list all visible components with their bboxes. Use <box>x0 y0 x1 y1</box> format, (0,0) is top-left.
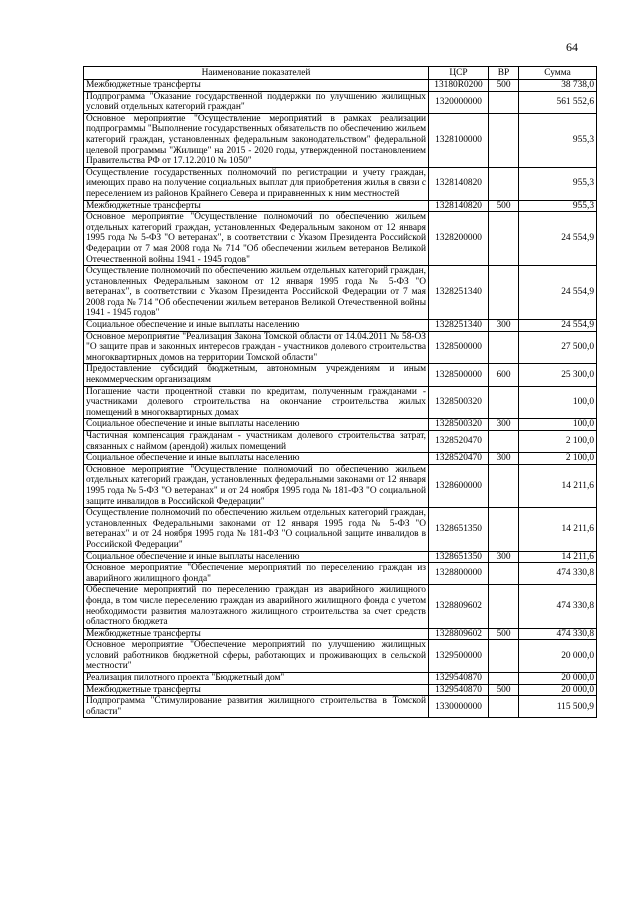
header-sum: Сумма <box>519 67 597 80</box>
header-vr: ВР <box>489 67 519 80</box>
cell-vr <box>489 640 519 673</box>
cell-name: Основное мероприятие "Обеспечение мероприятий по переселению граждан из аварийного жилищного фонда" <box>84 563 429 585</box>
cell-name: Межбюджетные трансферты <box>84 628 429 640</box>
cell-csr: 1328651350 <box>429 551 489 563</box>
cell-csr: 1328100000 <box>429 113 489 167</box>
table-row <box>84 80 597 92</box>
cell-csr: 1328520470 <box>429 431 489 453</box>
cell-vr: 300 <box>489 419 519 431</box>
table-row <box>84 386 597 419</box>
cell-sum: 14 211,6 <box>519 508 597 551</box>
cell-name: Предоставление субсидий бюджетным, автономным учреждениям и иным некоммерческим организациям <box>84 364 429 386</box>
cell-csr: 1328500000 <box>429 331 489 364</box>
table-row <box>84 696 597 718</box>
table-body <box>84 80 597 718</box>
cell-sum: 115 500,9 <box>519 696 597 718</box>
table-row <box>84 431 597 453</box>
cell-vr <box>489 673 519 685</box>
cell-name: Частичная компенсация гражданам - участникам долевого строительства затрат, связанных с наймом (арендой) жилых помещений <box>84 431 429 453</box>
table-row <box>84 640 597 673</box>
table-row <box>84 464 597 507</box>
cell-name: Межбюджетные трансферты <box>84 684 429 696</box>
cell-vr <box>489 585 519 628</box>
cell-csr: 1330000000 <box>429 696 489 718</box>
cell-name: Осуществление полномочий по обеспечению жильем отдельных категорий граждан, установленных Федеральными законами от 12 января 1995 года № 5-ФЗ "О ветеранах" и от 24 ноября 1995 года № 181-ФЗ "О социальной защите инвалидов в Российской Федерации" <box>84 508 429 551</box>
page-number: 64 <box>566 40 578 54</box>
table-header-row <box>84 67 597 80</box>
table-row <box>84 628 597 640</box>
cell-vr: 300 <box>489 320 519 332</box>
cell-sum: 100,0 <box>519 386 597 419</box>
cell-sum: 14 211,6 <box>519 551 597 563</box>
cell-vr <box>489 563 519 585</box>
cell-vr: 500 <box>489 684 519 696</box>
cell-csr: 1320000000 <box>429 91 489 113</box>
cell-sum: 25 300,0 <box>519 364 597 386</box>
table-row <box>84 212 597 266</box>
cell-csr: 1328251340 <box>429 320 489 332</box>
cell-name: Социальное обеспечение и иные выплаты населению <box>84 551 429 563</box>
cell-name: Основное мероприятие "Реализация Закона Томской области от 14.04.2011 № 58-ОЗ "О защите прав и законных интересов граждан - участников долевого строительства многоквартирных домов на территории Томской области" <box>84 331 429 364</box>
cell-sum: 38 738,0 <box>519 80 597 92</box>
cell-vr <box>489 331 519 364</box>
cell-sum: 474 330,8 <box>519 585 597 628</box>
cell-csr: 1328809602 <box>429 628 489 640</box>
header-name: Наименование показателей <box>84 67 429 80</box>
table-row <box>84 585 597 628</box>
cell-name: Подпрограмма "Стимулирование развития жилищного строительства в Томской области" <box>84 696 429 718</box>
cell-sum: 20 000,0 <box>519 640 597 673</box>
cell-csr: 1328140820 <box>429 200 489 212</box>
cell-vr: 500 <box>489 200 519 212</box>
cell-sum: 474 330,8 <box>519 563 597 585</box>
table-row <box>84 684 597 696</box>
cell-sum: 955,3 <box>519 167 597 200</box>
cell-csr: 1329540870 <box>429 673 489 685</box>
cell-sum: 27 500,0 <box>519 331 597 364</box>
cell-csr: 1328200000 <box>429 212 489 266</box>
cell-sum: 955,3 <box>519 200 597 212</box>
cell-vr <box>489 113 519 167</box>
cell-vr <box>489 696 519 718</box>
cell-csr: 1328500320 <box>429 419 489 431</box>
cell-name: Социальное обеспечение и иные выплаты населению <box>84 320 429 332</box>
table-row <box>84 508 597 551</box>
cell-sum: 474 330,8 <box>519 628 597 640</box>
cell-vr: 600 <box>489 364 519 386</box>
cell-sum: 20 000,0 <box>519 673 597 685</box>
cell-sum: 24 554,9 <box>519 266 597 320</box>
cell-name: Межбюджетные трансферты <box>84 80 429 92</box>
cell-csr: 1328520470 <box>429 453 489 465</box>
cell-sum: 24 554,9 <box>519 212 597 266</box>
cell-csr: 1328500320 <box>429 386 489 419</box>
cell-sum: 2 100,0 <box>519 453 597 465</box>
table-row <box>84 91 597 113</box>
table-row <box>84 563 597 585</box>
cell-vr: 500 <box>489 80 519 92</box>
cell-vr <box>489 386 519 419</box>
cell-name: Погашение части процентной ставки по кредитам, полученным гражданами - участниками долевого строительства на окончание строительства жилых помещений в многоквартирных домах <box>84 386 429 419</box>
cell-csr: 13180R0200 <box>429 80 489 92</box>
table-row <box>84 551 597 563</box>
cell-sum: 24 554,9 <box>519 320 597 332</box>
table-row <box>84 331 597 364</box>
cell-csr: 1329500000 <box>429 640 489 673</box>
cell-vr <box>489 212 519 266</box>
cell-sum: 14 211,6 <box>519 464 597 507</box>
cell-vr <box>489 91 519 113</box>
cell-csr: 1328500000 <box>429 364 489 386</box>
cell-vr: 500 <box>489 628 519 640</box>
cell-name: Осуществление полномочий по обеспечению жильем отдельных категорий граждан, установленных Федеральным законом от 12 января 1995 года № 5-ФЗ "О ветеранах", в соответствии с Указом Президента Российской Федерации от 7 мая 2008 года № 714 "Об обеспечении жильем ветеранов Великой Отечественной войны 1941 - 1945 годов" <box>84 266 429 320</box>
cell-vr <box>489 266 519 320</box>
cell-csr: 1328800000 <box>429 563 489 585</box>
cell-vr <box>489 431 519 453</box>
cell-name: Реализация пилотного проекта "Бюджетный дом" <box>84 673 429 685</box>
cell-name: Обеспечение мероприятий по переселению граждан из аварийного жилищного фонда, в том числе переселению граждан из аварийного жилищного фонда с учетом необходимости развития малоэтажного жилищного строительства за счет средств областного бюджета <box>84 585 429 628</box>
cell-csr: 1328251340 <box>429 266 489 320</box>
cell-name: Основное мероприятие "Осуществление полномочий по обеспечению жильем отдельных категорий граждан, установленных федеральными законами от 12 января 1995 года № 5-ФЗ "О ветеранах" и от 24 ноября 1995 года № 181-ФЗ "О социальной защите инвалидов в Российской Федерации" <box>84 464 429 507</box>
cell-name: Осуществление государственных полномочий по регистрации и учету граждан, имеющих право на получение социальных выплат для приобретения жилья в связи с переселением из районов Крайнего Севера и приравненных к ним местностей <box>84 167 429 200</box>
table-row <box>84 364 597 386</box>
table-row <box>84 320 597 332</box>
table-row <box>84 167 597 200</box>
cell-csr: 1328140820 <box>429 167 489 200</box>
cell-csr: 1328600000 <box>429 464 489 507</box>
cell-name: Основное мероприятие "Обеспечение мероприятий по улучшению жилищных условий работников бюджетной сферы, работающих и проживающих в сельской местности" <box>84 640 429 673</box>
cell-csr: 1329540870 <box>429 684 489 696</box>
cell-name: Социальное обеспечение и иные выплаты населению <box>84 453 429 465</box>
table-row <box>84 266 597 320</box>
budget-table <box>83 66 597 718</box>
cell-csr: 1328809602 <box>429 585 489 628</box>
cell-sum: 955,3 <box>519 113 597 167</box>
table-row <box>84 673 597 685</box>
cell-name: Подпрограмма "Оказание государственной поддержки по улучшению жилищных условий отдельных категорий граждан" <box>84 91 429 113</box>
table-row <box>84 113 597 167</box>
header-csr: ЦСР <box>429 67 489 80</box>
cell-sum: 20 000,0 <box>519 684 597 696</box>
table-row <box>84 200 597 212</box>
cell-name: Основное мероприятие "Осуществление полномочий по обеспечению жильем отдельных категорий граждан, установленных Федеральным законом от 12 января 1995 года № 5-ФЗ "О ветеранах", в соответствии с Указом Президента Российской Федерации от 7 мая 2008 года № 714 "Об обеспечении жильем ветеранов Великой Отечественной войны 1941 - 1945 годов" <box>84 212 429 266</box>
cell-sum: 2 100,0 <box>519 431 597 453</box>
cell-csr: 1328651350 <box>429 508 489 551</box>
cell-vr <box>489 464 519 507</box>
cell-vr: 300 <box>489 551 519 563</box>
cell-vr <box>489 508 519 551</box>
cell-name: Социальное обеспечение и иные выплаты населению <box>84 419 429 431</box>
cell-vr <box>489 167 519 200</box>
table-row <box>84 453 597 465</box>
cell-sum: 561 552,6 <box>519 91 597 113</box>
cell-name: Основное мероприятие "Осуществление мероприятий в рамках реализации подпрограммы "Выполнение государственных обязательств по обеспечению жильем категорий граждан, установленных федеральным законодательством" федеральной целевой программы "Жилище" на 2015 - 2020 годы, утвержденной постановлением Правительства РФ от 17.12.2010 № 1050" <box>84 113 429 167</box>
cell-vr: 300 <box>489 453 519 465</box>
cell-sum: 100,0 <box>519 419 597 431</box>
table-row <box>84 419 597 431</box>
cell-name: Межбюджетные трансферты <box>84 200 429 212</box>
